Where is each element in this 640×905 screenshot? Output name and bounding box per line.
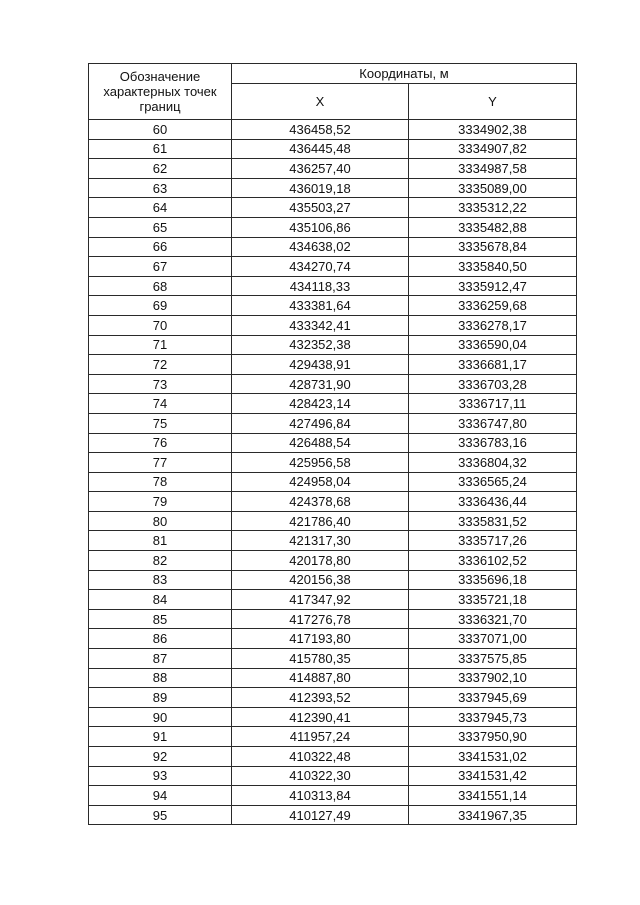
point-id-cell: 81 xyxy=(89,531,232,551)
x-coordinate-cell: 425956,58 xyxy=(232,453,409,473)
y-coordinate-cell: 3336321,70 xyxy=(409,609,577,629)
x-coordinate-cell: 436257,40 xyxy=(232,159,409,179)
y-coordinate-cell: 3334907,82 xyxy=(409,139,577,159)
point-id-cell: 60 xyxy=(89,120,232,140)
x-coordinate-cell: 412393,52 xyxy=(232,688,409,708)
x-coordinate-cell: 424378,68 xyxy=(232,492,409,512)
table-row xyxy=(89,766,577,786)
x-coordinate-cell: 421786,40 xyxy=(232,511,409,531)
x-coordinate-cell: 436445,48 xyxy=(232,139,409,159)
y-coordinate-cell: 3335840,50 xyxy=(409,257,577,277)
point-id-cell: 68 xyxy=(89,276,232,296)
table-row xyxy=(89,805,577,825)
y-coordinate-cell: 3336278,17 xyxy=(409,315,577,335)
y-coordinate-cell: 3337902,10 xyxy=(409,668,577,688)
point-id-cell: 69 xyxy=(89,296,232,316)
y-coordinate-cell: 3336717,11 xyxy=(409,394,577,414)
table-row xyxy=(89,178,577,198)
x-column-header: X xyxy=(232,84,409,120)
table-row xyxy=(89,257,577,277)
y-coordinate-cell: 3334987,58 xyxy=(409,159,577,179)
x-coordinate-cell: 410322,48 xyxy=(232,747,409,767)
point-id-cell: 86 xyxy=(89,629,232,649)
y-coordinate-cell: 3336703,28 xyxy=(409,374,577,394)
x-coordinate-cell: 417193,80 xyxy=(232,629,409,649)
table-row xyxy=(89,217,577,237)
point-id-cell: 71 xyxy=(89,335,232,355)
table-row xyxy=(89,590,577,610)
x-coordinate-cell: 429438,91 xyxy=(232,355,409,375)
table-row xyxy=(89,747,577,767)
x-coordinate-cell: 420156,38 xyxy=(232,570,409,590)
point-id-cell: 62 xyxy=(89,159,232,179)
table-body xyxy=(89,120,577,825)
y-coordinate-cell: 3336565,24 xyxy=(409,472,577,492)
table-header xyxy=(89,64,577,120)
table-row xyxy=(89,727,577,747)
x-coordinate-cell: 424958,04 xyxy=(232,472,409,492)
x-coordinate-cell: 432352,38 xyxy=(232,335,409,355)
x-coordinate-cell: 428423,14 xyxy=(232,394,409,414)
point-id-cell: 74 xyxy=(89,394,232,414)
point-id-cell: 78 xyxy=(89,472,232,492)
point-id-cell: 91 xyxy=(89,727,232,747)
y-coordinate-cell: 3337950,90 xyxy=(409,727,577,747)
table-row xyxy=(89,551,577,571)
x-coordinate-cell: 410127,49 xyxy=(232,805,409,825)
y-coordinate-cell: 3336681,17 xyxy=(409,355,577,375)
point-id-cell: 80 xyxy=(89,511,232,531)
x-coordinate-cell: 434118,33 xyxy=(232,276,409,296)
x-coordinate-cell: 411957,24 xyxy=(232,727,409,747)
point-id-cell: 89 xyxy=(89,688,232,708)
table-row xyxy=(89,237,577,257)
point-id-cell: 73 xyxy=(89,374,232,394)
point-id-cell: 65 xyxy=(89,217,232,237)
y-coordinate-cell: 3335721,18 xyxy=(409,590,577,610)
y-coordinate-cell: 3336259,68 xyxy=(409,296,577,316)
table-row xyxy=(89,394,577,414)
y-coordinate-cell: 3335089,00 xyxy=(409,178,577,198)
table-row xyxy=(89,413,577,433)
y-coordinate-cell: 3335831,52 xyxy=(409,511,577,531)
table-row xyxy=(89,668,577,688)
point-id-cell: 79 xyxy=(89,492,232,512)
point-id-cell: 95 xyxy=(89,805,232,825)
point-id-cell: 83 xyxy=(89,570,232,590)
point-id-cell: 93 xyxy=(89,766,232,786)
table-row xyxy=(89,139,577,159)
y-coordinate-cell: 3335482,88 xyxy=(409,217,577,237)
point-id-cell: 87 xyxy=(89,649,232,669)
y-coordinate-cell: 3337945,69 xyxy=(409,688,577,708)
point-designation-header: Обозначение характерных точек границ xyxy=(89,64,232,120)
x-coordinate-cell: 427496,84 xyxy=(232,413,409,433)
y-coordinate-cell: 3337575,85 xyxy=(409,649,577,669)
y-coordinate-cell: 3335696,18 xyxy=(409,570,577,590)
table-row xyxy=(89,159,577,179)
x-coordinate-cell: 434638,02 xyxy=(232,237,409,257)
point-id-cell: 63 xyxy=(89,178,232,198)
y-coordinate-cell: 3336804,32 xyxy=(409,453,577,473)
table-row xyxy=(89,374,577,394)
point-id-cell: 88 xyxy=(89,668,232,688)
point-id-cell: 84 xyxy=(89,590,232,610)
y-coordinate-cell: 3336783,16 xyxy=(409,433,577,453)
point-id-cell: 61 xyxy=(89,139,232,159)
point-id-cell: 94 xyxy=(89,786,232,806)
table-row xyxy=(89,649,577,669)
table-row xyxy=(89,688,577,708)
x-coordinate-cell: 412390,41 xyxy=(232,707,409,727)
table-row xyxy=(89,433,577,453)
document-page xyxy=(88,63,576,825)
x-coordinate-cell: 426488,54 xyxy=(232,433,409,453)
table-row xyxy=(89,335,577,355)
point-id-cell: 85 xyxy=(89,609,232,629)
y-coordinate-cell: 3335717,26 xyxy=(409,531,577,551)
table-row xyxy=(89,531,577,551)
point-id-cell: 70 xyxy=(89,315,232,335)
y-coordinate-cell: 3336747,80 xyxy=(409,413,577,433)
x-coordinate-cell: 435106,86 xyxy=(232,217,409,237)
coordinates-header: Координаты, м xyxy=(232,64,577,84)
x-coordinate-cell: 415780,35 xyxy=(232,649,409,669)
table-row xyxy=(89,120,577,140)
table-row xyxy=(89,609,577,629)
y-column-header: Y xyxy=(409,84,577,120)
table-row xyxy=(89,198,577,218)
table-row xyxy=(89,511,577,531)
y-coordinate-cell: 3341531,02 xyxy=(409,747,577,767)
y-coordinate-cell: 3334902,38 xyxy=(409,120,577,140)
y-coordinate-cell: 3335312,22 xyxy=(409,198,577,218)
table-row xyxy=(89,276,577,296)
point-id-cell: 92 xyxy=(89,747,232,767)
x-coordinate-cell: 410313,84 xyxy=(232,786,409,806)
table-row xyxy=(89,570,577,590)
x-coordinate-cell: 417276,78 xyxy=(232,609,409,629)
table-row xyxy=(89,707,577,727)
x-coordinate-cell: 414887,80 xyxy=(232,668,409,688)
table-row xyxy=(89,492,577,512)
point-id-cell: 72 xyxy=(89,355,232,375)
table-row xyxy=(89,296,577,316)
x-coordinate-cell: 433342,41 xyxy=(232,315,409,335)
y-coordinate-cell: 3341967,35 xyxy=(409,805,577,825)
y-coordinate-cell: 3336590,04 xyxy=(409,335,577,355)
x-coordinate-cell: 435503,27 xyxy=(232,198,409,218)
y-coordinate-cell: 3335678,84 xyxy=(409,237,577,257)
table-row xyxy=(89,629,577,649)
x-coordinate-cell: 434270,74 xyxy=(232,257,409,277)
point-id-cell: 66 xyxy=(89,237,232,257)
y-coordinate-cell: 3341551,14 xyxy=(409,786,577,806)
table-row xyxy=(89,355,577,375)
x-coordinate-cell: 433381,64 xyxy=(232,296,409,316)
x-coordinate-cell: 436019,18 xyxy=(232,178,409,198)
point-id-cell: 75 xyxy=(89,413,232,433)
x-coordinate-cell: 421317,30 xyxy=(232,531,409,551)
point-id-cell: 90 xyxy=(89,707,232,727)
y-coordinate-cell: 3336102,52 xyxy=(409,551,577,571)
coordinates-table xyxy=(88,63,577,825)
x-coordinate-cell: 417347,92 xyxy=(232,590,409,610)
y-coordinate-cell: 3341531,42 xyxy=(409,766,577,786)
y-coordinate-cell: 3336436,44 xyxy=(409,492,577,512)
x-coordinate-cell: 436458,52 xyxy=(232,120,409,140)
point-id-cell: 82 xyxy=(89,551,232,571)
point-id-cell: 77 xyxy=(89,453,232,473)
y-coordinate-cell: 3337071,00 xyxy=(409,629,577,649)
table-row xyxy=(89,315,577,335)
point-id-cell: 64 xyxy=(89,198,232,218)
table-row xyxy=(89,786,577,806)
y-coordinate-cell: 3335912,47 xyxy=(409,276,577,296)
x-coordinate-cell: 410322,30 xyxy=(232,766,409,786)
x-coordinate-cell: 420178,80 xyxy=(232,551,409,571)
point-id-cell: 76 xyxy=(89,433,232,453)
point-id-cell: 67 xyxy=(89,257,232,277)
table-row xyxy=(89,453,577,473)
x-coordinate-cell: 428731,90 xyxy=(232,374,409,394)
y-coordinate-cell: 3337945,73 xyxy=(409,707,577,727)
table-row xyxy=(89,472,577,492)
